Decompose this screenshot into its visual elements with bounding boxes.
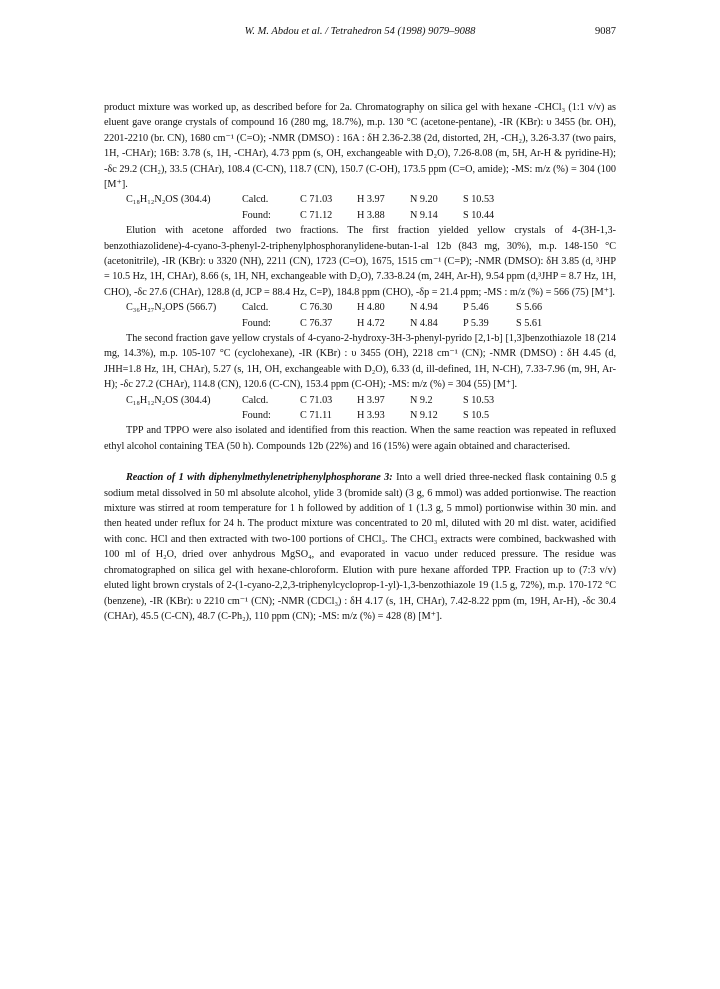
analysis-c: C 76.30 — [300, 302, 333, 314]
paragraph-reaction-ylide-3 — [104, 470, 616, 624]
analysis-p: P 5.46 — [463, 302, 489, 314]
analysis-h: H 3.97 — [357, 394, 385, 406]
analysis-n: N 9.12 — [410, 410, 438, 422]
analysis-n: N 9.20 — [410, 194, 438, 206]
analysis-h: H 3.93 — [357, 410, 385, 422]
elemental-analysis-12b — [104, 300, 616, 331]
elemental-analysis-16 — [104, 192, 616, 223]
analysis-s: S 5.61 — [516, 317, 543, 329]
running-head: W. M. Abdou et al. / Tetrahedron 54 (1998) 9079–9088 — [244, 26, 476, 37]
analysis-calcd-row — [104, 192, 616, 207]
analysis-c: C 71.03 — [300, 394, 333, 406]
analysis-label: Calcd. — [242, 394, 269, 406]
analysis-h: H 4.72 — [357, 317, 385, 329]
analysis-n: N 9.2 — [410, 394, 433, 406]
analysis-s: S 10.53 — [463, 394, 495, 406]
analysis-formula: C₃₆H₂₇N₂OPS (566.7) — [126, 302, 217, 314]
analysis-n: N 9.14 — [410, 209, 438, 221]
analysis-c: C 71.12 — [300, 209, 333, 221]
analysis-formula: C₁₈H₁₂N₂OS (304.4) — [126, 194, 211, 206]
analysis-n: N 4.94 — [410, 302, 438, 314]
article-body — [104, 100, 616, 624]
analysis-s: S 10.44 — [463, 209, 495, 221]
analysis-found-row — [104, 208, 616, 223]
analysis-s: S 10.53 — [463, 194, 495, 206]
section-gap — [104, 454, 616, 470]
paragraph-compound-12b: Elution with acetone afforded two fractions. The first fraction yielded yellow crystals of 4-(3H-1,3-benzothiazolidene)-4-cyano-3-phenyl-2-triphenylphosphoranylidene-butan-1-al 12b (843 mg, 30%), m.p. 148-150 °C (acetonitrile), -IR (KBr): υ 3320 (NH), 2211 (CN), 1723 (C=O), 1675, 1515 cm⁻¹ (C=P); -NMR (DMSO): δH 3.85 (d, ³JHP = 10.5 Hz, 1H, CHAr), 8.66 (s, 1H, NH, exchangeable with D₂O), 7.33-8.24 (m, 24H, Ar-H), 9.54 ppm (d,³JHP = 8.7 Hz, 1H, CHO), -δc 27.6 (CHAr), 128.8 (d, JCP = 88.4 Hz, C=P), 184.8 ppm (CHO), -δp = 21.4 ppm; -MS : m/z (%) = 566 (75) [M⁺]. — [104, 225, 616, 298]
analysis-label: Found: — [242, 410, 271, 422]
section-heading: Reaction of 1 with diphenylmethylenetriphenylphosphorane 3: — [126, 472, 393, 484]
analysis-label: Found: — [242, 209, 271, 221]
analysis-label: Calcd. — [242, 194, 269, 206]
analysis-s: S 5.66 — [516, 302, 543, 314]
analysis-n: N 4.84 — [410, 317, 438, 329]
analysis-h: H 3.88 — [357, 209, 385, 221]
page-number: 9087 — [595, 26, 616, 37]
analysis-s: S 10.5 — [463, 410, 490, 422]
analysis-calcd-row — [104, 300, 616, 315]
analysis-h: H 3.97 — [357, 194, 385, 206]
analysis-calcd-row — [104, 393, 616, 408]
analysis-h: H 4.80 — [357, 302, 385, 314]
paragraph-compound-16: product mixture was worked up, as described before for 2a. Chromatography on silica gel with hexane -CHCl₃ (1:1 v/v) as eluent gave orange crystals of compound 16 (280 mg, 18.7%), m.p. 130 °C (acetone-pentane), -IR (KBr): υ 3455 (br. OH), 2201-2210 (br. CN), 1680 cm⁻¹ (C=O); -NMR (DMSO) : 16A : δH 2.36-2.38 (2d, distorted, 2H, -CH₂), 3.26-3.37 (two pairs, 1H, -CHAr); 16B: 3.78 (s, 1H, -CHAr), 4.73 ppm (s, OH, exchangeable with D₂O), 7.26-8.08 (m, 5H, Ar-H & pyridine-H); -δc 29.2 (CH₂), 33.5 (CHAr), 108.4 (C-CN), 118.7 (CN), 150.7 (C-OH), 173.5 ppm (C=O, amide); -MS: m/z (%) = 304 (100 [M⁺]. — [104, 102, 616, 191]
analysis-label: Calcd. — [242, 302, 269, 314]
analysis-c: C 76.37 — [300, 317, 333, 329]
paragraph-text: Into a well dried three-necked flask containing 0.5 g sodium metal dissolved in 50 ml absolute alcohol, ylide 3 (bromide salt) (3 g, 6 mmol) was added portionwise. The reaction mixture was stirred at room temperature for 1 h followed by addition of 1 (1.3 g, 5 mmol) portionwise within 30 min. and then heated under reflux for 24 h. The product mixture was concentrated to 20 ml, diluted with 20 ml dist. water, acidified with conc. HCl and then extracted with two-100 portions of CHCl₃. The CHCl₃ extracts were combined, backwashed with 100 ml of H₂O, dried over anhydrous MgSO₄, and evaporated in vacuo under reduced pressure. The residue was chromatographed on silica gel with hexane-chloroform. Elution with pure hexane afforded TPP. Fraction up to (7:3 v/v) eluted light brown crystals of 2-(1-cyano-2,2,3-triphenylcycloprop-1-yl)-1,3-benzothiazole 19 (1.5 g, 72%), m.p. 170-172 °C (benzene), -IR (KBr): υ 2210 cm⁻¹ (CN); -NMR (CDCl₃) : δH 4.17 (s, 1H, CHAr), 7.42-8.22 ppm (m, 19H, Ar-H), -δc 30.4 (CHAr), 45.5 (C-CN), 48.7 (C-Ph₂), 110 ppm (CN); -MS: m/z (%) = 428 (8) [M⁺]. — [104, 472, 617, 622]
analysis-label: Found: — [242, 317, 271, 329]
analysis-c: C 71.03 — [300, 194, 333, 206]
analysis-found-row — [104, 316, 616, 331]
paragraph-compound-18: The second fraction gave yellow crystals of 4-cyano-2-hydroxy-3H-3-phenyl-pyrido [2,1-b] [1,3]benzothiazole 18 (214 mg, 14.3%), m.p. 105-107 °C (cyclohexane), -IR (KBr) : υ 3455 (OH), 2218 cm⁻¹ (CN); -NMR (DMSO) : δH 4.45 (d, JHH=1.8 Hz, 1H, CHAr), 5.27 (s, 1H, OH, exchangeable with D₂O), 6.33 (d, ill-defined, 1H, N-CH), 7.33-7.96 (m, 9H, Ar-H); -δc 27.2 (CHAr), 114.8 (CN), 120.6 (C-CN), 153.4 ppm (C-OH); -MS: m/z (%) = 304 (55) [M⁺]. — [104, 333, 616, 391]
paragraph-tpp-tppo: TPP and TPPO were also isolated and identified from this reaction. When the same reaction was repeated in refluxed ethyl alcohol containing TEA (50 h). Compounds 12b (22%) and 16 (15%) were again obtained and characterised. — [104, 425, 616, 452]
analysis-p: P 5.39 — [463, 317, 489, 329]
analysis-found-row — [104, 408, 616, 423]
analysis-c: C 71.11 — [300, 410, 332, 422]
analysis-formula: C₁₈H₁₂N₂OS (304.4) — [126, 394, 211, 406]
elemental-analysis-18 — [104, 393, 616, 424]
